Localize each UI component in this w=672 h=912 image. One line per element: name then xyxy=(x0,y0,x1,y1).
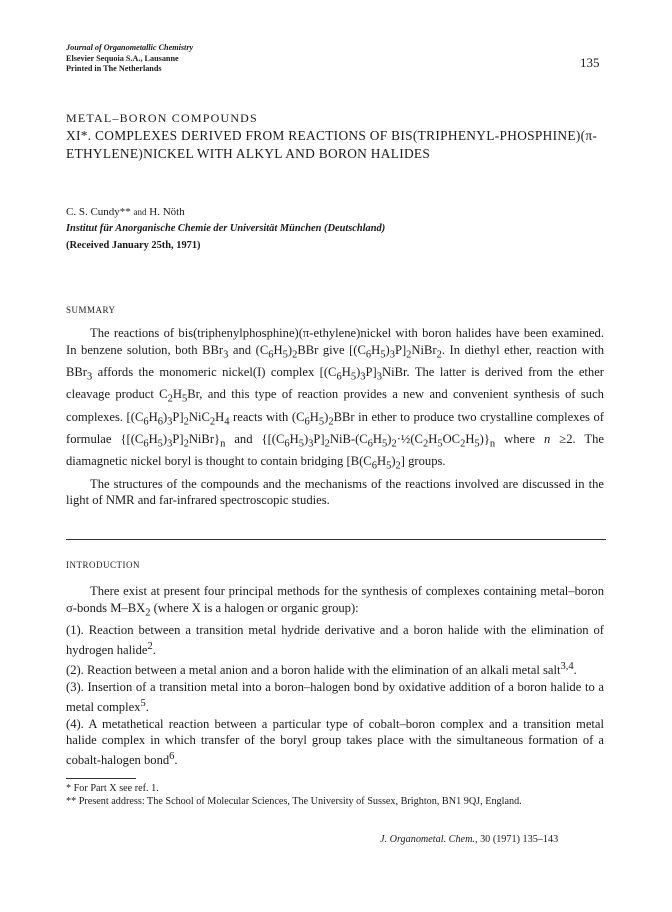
introduction-text xyxy=(66,583,604,769)
journal-info xyxy=(66,43,193,75)
method-item-4: (4). A metathetical reaction between a particular type of cobalt–boron complex and a transition metal halide complex in which transfer of the boryl group takes place with the simultaneous formation of a cobalt-halogen bond$^6$. xyxy=(66,716,604,768)
method-item-2: (2). Reaction between a metal anion and a boron halide with the elimination of an alkali metal salt$^{3,4}$. xyxy=(66,660,577,678)
summary-text xyxy=(66,325,604,509)
method-item-1: (1). Reaction between a transition metal hydride derivative and a boron halide with the elimination of hydrogen halide$^2$. xyxy=(66,623,604,658)
footnotes xyxy=(66,782,606,808)
citation-journal: J. Organometal. Chem., xyxy=(380,834,478,845)
summary-heading: SUMMARY xyxy=(66,305,116,315)
printed-in: Printed in The Netherlands xyxy=(66,64,162,73)
journal-name: Journal of Organometallic Chemistry xyxy=(66,43,194,52)
authors xyxy=(66,206,185,218)
affiliation: Institut für Anorganische Chemie der Universität München (Deutschland) xyxy=(66,223,386,234)
method-item-3: (3). Insertion of a transition metal into a boron–halogen bond by oxidative addition of a boron halide to a metal complex$^5$. xyxy=(66,679,604,714)
summary-paragraph-1: The reactions of bis(triphenylphosphine)(π-ethylene)nickel with boron halides have been examined. In benzene solution, both BBr$_3$ and $(C_6H_5)_2BBr$ give $[(C_6H_5)_3P]_2NiBr_2$. In diethyl ether, reaction with BBr$_3$ affords the monomeric nickel(I) complex $[(C_6H_5)_3P]_3NiBr$. The latter is derived from the ether cleavage product $C_2H_5Br$, and this type of reaction provides a new and convenient synthesis of such complexes. $[(C_6H_6)_3P]_2NiC_2H_4$ reacts with $(C_6H_5)_2BBr$ in ether to produce two crystalline complexes of formulae $\{[(C_6H_5)_3P]_2NiBr\}_n$ and $\{[(C_6H_5)_3P]_2NiB-(C_6H_5)_2\cdot\frac{1}{2}(C_2H_5OC_2H_5)\}_n$ where n ≥2. The diamagnetic nickel boryl is thought to contain bridging $[B(C_6H_5)_2]$ groups. xyxy=(66,326,605,472)
received-date: (Received January 25th, 1971) xyxy=(66,240,201,251)
footnote-1: * For Part X see ref. 1. xyxy=(66,783,159,794)
journal-citation xyxy=(380,834,558,845)
introduction-heading: INTRODUCTION xyxy=(66,560,140,570)
author-2: H. Nöth xyxy=(149,206,185,218)
publisher: Elsevier Sequoia S.A., Lausanne xyxy=(66,53,179,63)
intro-paragraph-1: There exist at present four principal methods for the synthesis of complexes containing metal–boron σ-bonds $M-BX_2$ (where X is a halogen or organic group): xyxy=(66,584,604,619)
series-title: METAL–BORON COMPOUNDS xyxy=(66,111,258,125)
page-number: 135 xyxy=(580,55,600,70)
article-title: XI*. COMPLEXES DERIVED FROM REACTIONS OF BIS(TRIPHENYL-PHOSPHINE)(π-ETHYLENE)NICKEL WITH ALKYL AND BORON HALIDES xyxy=(66,128,598,161)
summary-paragraph-2: The structures of the compounds and the mechanisms of the reactions involved are discussed in the light of NMR and far-infrared spectroscopic studies. xyxy=(66,476,604,508)
author-conjunction: and xyxy=(133,207,147,217)
footnote-divider xyxy=(66,778,136,779)
citation-volume: 30 (1971) 135–143 xyxy=(480,834,559,845)
summary-divider xyxy=(66,539,606,540)
author-1: C. S. Cundy** xyxy=(66,206,131,218)
footnote-2: ** Present address: The School of Molecular Sciences, The University of Sussex, Brighton, BN1 9QJ, England. xyxy=(66,796,522,807)
